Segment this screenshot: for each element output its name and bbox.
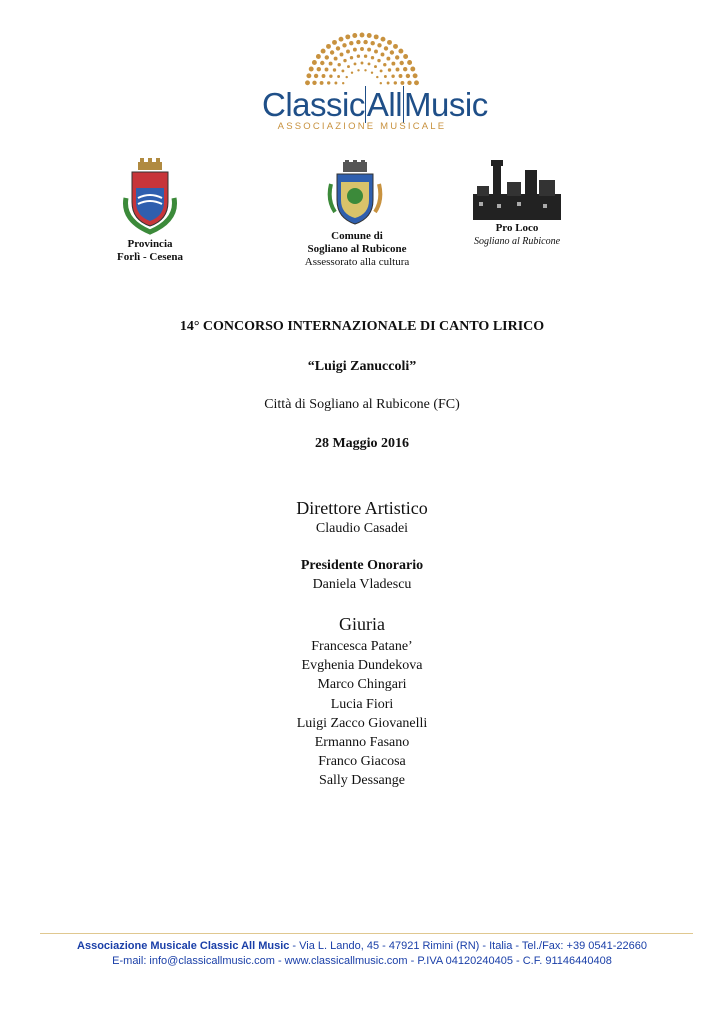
sunburst-dot bbox=[346, 76, 348, 78]
sunburst-dot bbox=[391, 62, 395, 66]
giuria-list bbox=[0, 637, 724, 791]
sunburst-dot bbox=[325, 68, 329, 72]
sunburst-dot bbox=[377, 59, 380, 62]
sunburst-dot bbox=[338, 63, 341, 66]
sunburst-dot bbox=[371, 56, 374, 59]
sunburst-dot bbox=[395, 55, 399, 59]
sunburst-dot bbox=[381, 53, 385, 57]
sunburst-dot bbox=[342, 43, 346, 47]
sunburst-dot bbox=[374, 34, 379, 39]
sunburst-dots-icon bbox=[262, 30, 462, 92]
provincia-caption: Provincia Forlì - Cesena bbox=[117, 238, 183, 263]
sunburst-dot bbox=[384, 46, 388, 50]
logo-wordmark: ClassicAllMusic bbox=[262, 86, 488, 123]
jury-member: Lucia Fiori bbox=[330, 696, 394, 712]
sunburst-dot bbox=[380, 69, 383, 72]
jury-member: Evghenia Dundekova bbox=[301, 658, 423, 674]
sunburst-dot bbox=[400, 81, 404, 85]
competition-date: 28 Maggio 2016 bbox=[314, 436, 410, 451]
sunburst-dot bbox=[407, 60, 412, 65]
jury-member: Francesca Patane’ bbox=[311, 639, 413, 654]
sunburst-dot bbox=[349, 41, 353, 45]
comune-coat-of-arms-icon bbox=[327, 160, 383, 226]
direttore-name: Claudio Casadei bbox=[315, 521, 409, 536]
sunburst-dot bbox=[351, 72, 353, 74]
sunburst-dot bbox=[374, 50, 378, 54]
sunburst-dot bbox=[406, 74, 410, 78]
sunburst-dot bbox=[384, 75, 387, 78]
sunburst-dot bbox=[380, 82, 382, 84]
sunburst-dot bbox=[334, 57, 338, 61]
sunburst-dot bbox=[354, 62, 357, 65]
sunburst-dot bbox=[414, 80, 419, 85]
giuria-heading: Giuria bbox=[339, 614, 385, 634]
jury-member: Ermanno Fasano bbox=[314, 735, 410, 751]
sunburst-dot bbox=[341, 69, 344, 72]
sunburst-dot bbox=[403, 67, 407, 71]
sunburst-dot bbox=[388, 68, 391, 71]
sunburst-dot bbox=[305, 80, 310, 85]
sunburst-dot bbox=[337, 75, 340, 78]
sunburst-dot bbox=[364, 55, 367, 58]
sunburst-dot bbox=[400, 61, 404, 65]
sunburst-dot bbox=[345, 34, 350, 39]
sunburst-dot bbox=[326, 44, 331, 49]
sunburst-dot bbox=[387, 40, 392, 45]
sunburst-dot bbox=[330, 50, 334, 54]
sunburst-dot bbox=[317, 67, 321, 71]
jury-member: Sally Dessange bbox=[319, 773, 405, 789]
competition-title: 14° CONCORSO INTERNAZIONALE DI CANTO LIRICO bbox=[179, 319, 545, 334]
sunburst-dot bbox=[383, 63, 386, 66]
sunburst-dot bbox=[361, 62, 364, 65]
comune-caption: Comune di Sogliano al Rubicone Assessorato alla cultura bbox=[304, 230, 410, 268]
sunburst-dot bbox=[357, 55, 360, 58]
sunburst-dot bbox=[376, 76, 378, 78]
sunburst-dot bbox=[316, 54, 321, 59]
sunburst-dot bbox=[371, 41, 375, 45]
sunburst-dot bbox=[333, 68, 336, 71]
sunburst-dot bbox=[322, 74, 326, 78]
sunburst-dot bbox=[381, 37, 386, 42]
direttore-heading: Direttore Artistico bbox=[296, 498, 428, 518]
sunburst-dot bbox=[325, 55, 329, 59]
sunburst-dot bbox=[410, 67, 415, 72]
sunburst-dot bbox=[394, 81, 397, 84]
classicallmusic-logo bbox=[262, 30, 488, 136]
sunburst-dot bbox=[352, 33, 357, 38]
sunburst-dot bbox=[368, 62, 371, 65]
competition-city: Città di Sogliano al Rubicone (FC) bbox=[264, 397, 460, 412]
sunburst-dot bbox=[413, 73, 418, 78]
sunburst-dot bbox=[407, 81, 411, 85]
sunburst-dot bbox=[360, 47, 364, 51]
sunburst-dot bbox=[306, 73, 311, 78]
sunburst-dot bbox=[356, 40, 360, 44]
sunburst-dot bbox=[346, 50, 350, 54]
footer-line-1 bbox=[0, 940, 724, 952]
competition-dedication: “Luigi Zanuccoli” bbox=[307, 359, 417, 374]
sunburst-dot bbox=[309, 67, 314, 72]
sunburst-dot bbox=[339, 37, 344, 42]
sunburst-dot bbox=[320, 81, 324, 85]
footer-line-2: E-mail: info@classicallmusic.com - www.classicallmusic.com - P.IVA 04120240405 - C.F. 91146440408 bbox=[112, 955, 612, 967]
sunburst-dot bbox=[321, 49, 326, 54]
logo-subtitle: ASSOCIAZIONE MUSICALE bbox=[277, 121, 447, 132]
sunburst-dot bbox=[387, 82, 390, 85]
sunburst-dot bbox=[364, 69, 366, 71]
sunburst-dot bbox=[398, 49, 403, 54]
jury-member: Marco Chingari bbox=[317, 677, 407, 693]
sunburst-dot bbox=[386, 57, 390, 61]
sunburst-dot bbox=[374, 65, 377, 68]
sunburst-dot bbox=[340, 53, 344, 57]
footer-address: - Via L. Lando, 45 - 47921 Rimini (RN) - Italia - Tel./Fax: +39 0541-22660 bbox=[289, 940, 647, 952]
proloco-village-skyline-icon bbox=[473, 158, 561, 220]
sunburst-dot bbox=[350, 56, 353, 59]
sunburst-dot bbox=[363, 40, 367, 44]
sunburst-dot bbox=[343, 59, 346, 62]
sunburst-dot bbox=[312, 60, 317, 65]
sunburst-dot bbox=[334, 82, 337, 85]
sunburst-dot bbox=[391, 75, 394, 78]
sunburst-dot bbox=[357, 69, 359, 71]
sunburst-dot bbox=[390, 50, 394, 54]
jury-member: Franco Giacosa bbox=[318, 754, 406, 770]
sunburst-dot bbox=[329, 62, 333, 66]
sunburst-dot bbox=[327, 81, 330, 84]
sunburst-dot bbox=[353, 48, 357, 52]
footer-org-name: Associazione Musicale Classic All Music bbox=[77, 940, 290, 952]
sunburst-dot bbox=[393, 44, 398, 49]
sunburst-dot bbox=[367, 48, 371, 52]
sunburst-dot bbox=[336, 46, 340, 50]
jury-member: Luigi Zacco Giovanelli bbox=[296, 715, 428, 731]
provincia-coat-of-arms-icon bbox=[120, 158, 180, 236]
sunburst-dot bbox=[367, 33, 372, 38]
sunburst-dot bbox=[347, 65, 350, 68]
sunburst-dot bbox=[396, 68, 400, 72]
presidente-heading: Presidente Onorario bbox=[300, 558, 424, 573]
sunburst-dot bbox=[329, 75, 332, 78]
proloco-caption: Pro Loco Sogliano al Rubicone bbox=[473, 222, 561, 247]
footer-divider bbox=[40, 933, 693, 934]
sunburst-dot bbox=[312, 81, 316, 85]
sunburst-dot bbox=[342, 82, 344, 84]
sunburst-dot bbox=[403, 54, 408, 59]
sunburst-dot bbox=[371, 72, 373, 74]
sunburst-dot bbox=[332, 40, 337, 45]
sunburst-dot bbox=[314, 74, 318, 78]
sunburst-dot bbox=[360, 33, 365, 38]
sunburst-dot bbox=[320, 61, 324, 65]
sunburst-dot bbox=[399, 74, 403, 78]
sunburst-dot bbox=[377, 43, 381, 47]
presidente-name: Daniela Vladescu bbox=[312, 577, 412, 592]
